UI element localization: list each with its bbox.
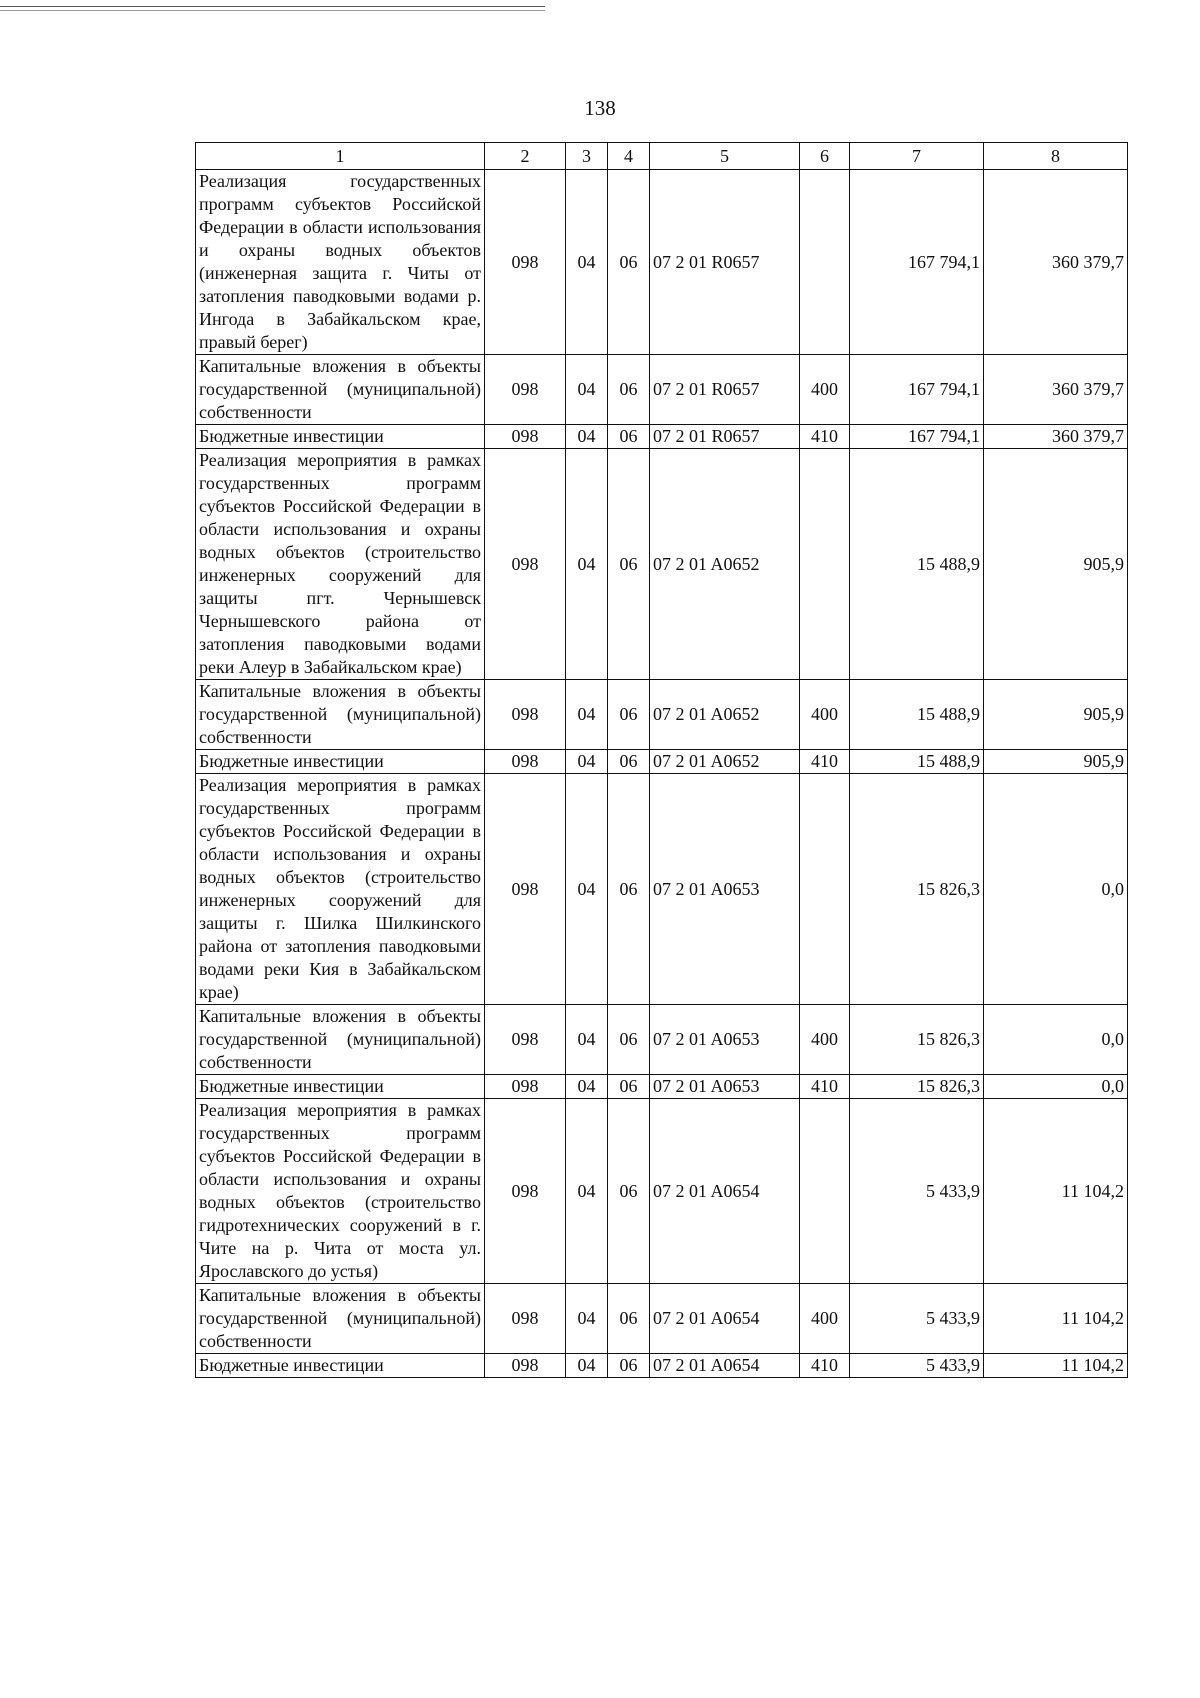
row-col-8: 905,9 (984, 449, 1128, 680)
row-name: Капитальные вложения в объекты государственной (муниципальной) собственности (196, 355, 485, 425)
row-col-3: 04 (566, 1005, 608, 1075)
row-col-2: 098 (485, 1099, 566, 1284)
row-name: Реализация государственных программ субъектов Российской Федерации в области использования и охраны водных объектов (инженерная защита г. Читы от затопления паводковыми водами р. Ингода в Забайкальском крае, правый берег) (196, 170, 485, 355)
table-row (196, 449, 1128, 680)
row-col-8: 11 104,2 (984, 1099, 1128, 1284)
row-col-6: 400 (800, 1284, 850, 1354)
table-row (196, 680, 1128, 750)
row-col-3: 04 (566, 680, 608, 750)
row-col-5: 07 2 01 R0657 (650, 170, 800, 355)
row-col-4: 06 (608, 425, 650, 449)
row-col-7: 15 488,9 (850, 750, 984, 774)
row-col-5: 07 2 01 A0653 (650, 774, 800, 1005)
row-col-8: 11 104,2 (984, 1354, 1128, 1378)
row-col-7: 5 433,9 (850, 1284, 984, 1354)
row-col-2: 098 (485, 680, 566, 750)
row-col-6: 410 (800, 425, 850, 449)
row-col-5: 07 2 01 R0657 (650, 355, 800, 425)
row-col-4: 06 (608, 170, 650, 355)
row-col-7: 167 794,1 (850, 425, 984, 449)
table-row (196, 1284, 1128, 1354)
budget-table (195, 142, 1128, 1378)
row-name: Реализация мероприятия в рамках государственных программ субъектов Российской Федерации в области использования и охраны водных объектов (строительство инженерных сооружений для защиты г. Шилка Шилкинского района от затопления паводковыми водами реки Кия в Забайкальском крае) (196, 774, 485, 1005)
row-col-5: 07 2 01 R0657 (650, 425, 800, 449)
row-name: Капитальные вложения в объекты государственной (муниципальной) собственности (196, 1005, 485, 1075)
row-name: Реализация мероприятия в рамках государственных программ субъектов Российской Федерации в области использования и охраны водных объектов (строительство гидротехнических сооружений в г. Чите на р. Чита от моста ул. Ярославского до устья) (196, 1099, 485, 1284)
row-col-7: 15 488,9 (850, 680, 984, 750)
header-col-2: 2 (485, 143, 566, 170)
row-col-4: 06 (608, 680, 650, 750)
row-col-4: 06 (608, 1284, 650, 1354)
row-col-8: 0,0 (984, 1005, 1128, 1075)
row-col-2: 098 (485, 355, 566, 425)
header-col-3: 3 (566, 143, 608, 170)
row-col-5: 07 2 01 A0654 (650, 1099, 800, 1284)
row-col-3: 04 (566, 355, 608, 425)
row-col-6: 410 (800, 1354, 850, 1378)
row-col-2: 098 (485, 774, 566, 1005)
table-row (196, 1099, 1128, 1284)
row-col-6: 410 (800, 1075, 850, 1099)
row-col-2: 098 (485, 1284, 566, 1354)
row-col-3: 04 (566, 425, 608, 449)
row-col-7: 15 826,3 (850, 774, 984, 1005)
header-col-5: 5 (650, 143, 800, 170)
row-col-8: 905,9 (984, 680, 1128, 750)
header-row (196, 143, 1128, 170)
row-col-2: 098 (485, 750, 566, 774)
table-row (196, 1354, 1128, 1378)
row-col-5: 07 2 01 A0653 (650, 1075, 800, 1099)
row-col-4: 06 (608, 750, 650, 774)
row-col-8: 360 379,7 (984, 425, 1128, 449)
table-row (196, 170, 1128, 355)
row-col-5: 07 2 01 A0653 (650, 1005, 800, 1075)
table-row (196, 425, 1128, 449)
row-col-3: 04 (566, 449, 608, 680)
header-col-6: 6 (800, 143, 850, 170)
row-col-7: 167 794,1 (850, 170, 984, 355)
table-row (196, 1075, 1128, 1099)
row-col-3: 04 (566, 1354, 608, 1378)
row-col-7: 167 794,1 (850, 355, 984, 425)
row-col-3: 04 (566, 170, 608, 355)
table-row (196, 1005, 1128, 1075)
row-name: Капитальные вложения в объекты государственной (муниципальной) собственности (196, 1284, 485, 1354)
row-col-6 (800, 170, 850, 355)
row-col-6: 400 (800, 680, 850, 750)
row-col-6 (800, 774, 850, 1005)
row-col-8: 0,0 (984, 774, 1128, 1005)
row-col-6: 400 (800, 1005, 850, 1075)
row-name: Бюджетные инвестиции (196, 750, 485, 774)
header-col-8: 8 (984, 143, 1128, 170)
table-row (196, 750, 1128, 774)
row-col-5: 07 2 01 A0654 (650, 1284, 800, 1354)
row-col-7: 15 826,3 (850, 1075, 984, 1099)
row-col-5: 07 2 01 A0652 (650, 750, 800, 774)
top-rule (0, 6, 545, 7)
row-col-3: 04 (566, 1284, 608, 1354)
table-row (196, 774, 1128, 1005)
row-col-4: 06 (608, 355, 650, 425)
row-col-8: 905,9 (984, 750, 1128, 774)
row-col-3: 04 (566, 1099, 608, 1284)
row-col-8: 360 379,7 (984, 355, 1128, 425)
row-name: Реализация мероприятия в рамках государственных программ субъектов Российской Федерации в области использования и охраны водных объектов (строительство инженерных сооружений для защиты пгт. Чернышевск Чернышевского района от затопления паводковыми водами реки Алеур в Забайкальском крае) (196, 449, 485, 680)
row-col-4: 06 (608, 1005, 650, 1075)
row-col-5: 07 2 01 A0652 (650, 449, 800, 680)
row-name: Бюджетные инвестиции (196, 1354, 485, 1378)
row-col-2: 098 (485, 1354, 566, 1378)
header-col-7: 7 (850, 143, 984, 170)
header-col-4: 4 (608, 143, 650, 170)
row-col-6: 410 (800, 750, 850, 774)
row-col-4: 06 (608, 1354, 650, 1378)
row-col-2: 098 (485, 425, 566, 449)
header-col-1: 1 (196, 143, 485, 170)
top-rule-secondary (0, 10, 545, 11)
row-name: Капитальные вложения в объекты государственной (муниципальной) собственности (196, 680, 485, 750)
row-col-7: 5 433,9 (850, 1099, 984, 1284)
row-col-6 (800, 449, 850, 680)
row-col-8: 11 104,2 (984, 1284, 1128, 1354)
row-col-7: 15 826,3 (850, 1005, 984, 1075)
row-col-6 (800, 1099, 850, 1284)
table-row (196, 355, 1128, 425)
row-col-6: 400 (800, 355, 850, 425)
row-col-4: 06 (608, 1075, 650, 1099)
row-name: Бюджетные инвестиции (196, 425, 485, 449)
row-col-7: 15 488,9 (850, 449, 984, 680)
row-col-2: 098 (485, 1075, 566, 1099)
row-col-8: 0,0 (984, 1075, 1128, 1099)
page-number: 138 (584, 96, 616, 120)
row-col-3: 04 (566, 1075, 608, 1099)
row-col-2: 098 (485, 449, 566, 680)
row-col-2: 098 (485, 1005, 566, 1075)
row-col-4: 06 (608, 449, 650, 680)
row-col-2: 098 (485, 170, 566, 355)
row-col-8: 360 379,7 (984, 170, 1128, 355)
row-col-4: 06 (608, 774, 650, 1005)
row-col-7: 5 433,9 (850, 1354, 984, 1378)
row-col-4: 06 (608, 1099, 650, 1284)
row-col-5: 07 2 01 A0652 (650, 680, 800, 750)
row-col-3: 04 (566, 750, 608, 774)
row-name: Бюджетные инвестиции (196, 1075, 485, 1099)
row-col-5: 07 2 01 A0654 (650, 1354, 800, 1378)
row-col-3: 04 (566, 774, 608, 1005)
